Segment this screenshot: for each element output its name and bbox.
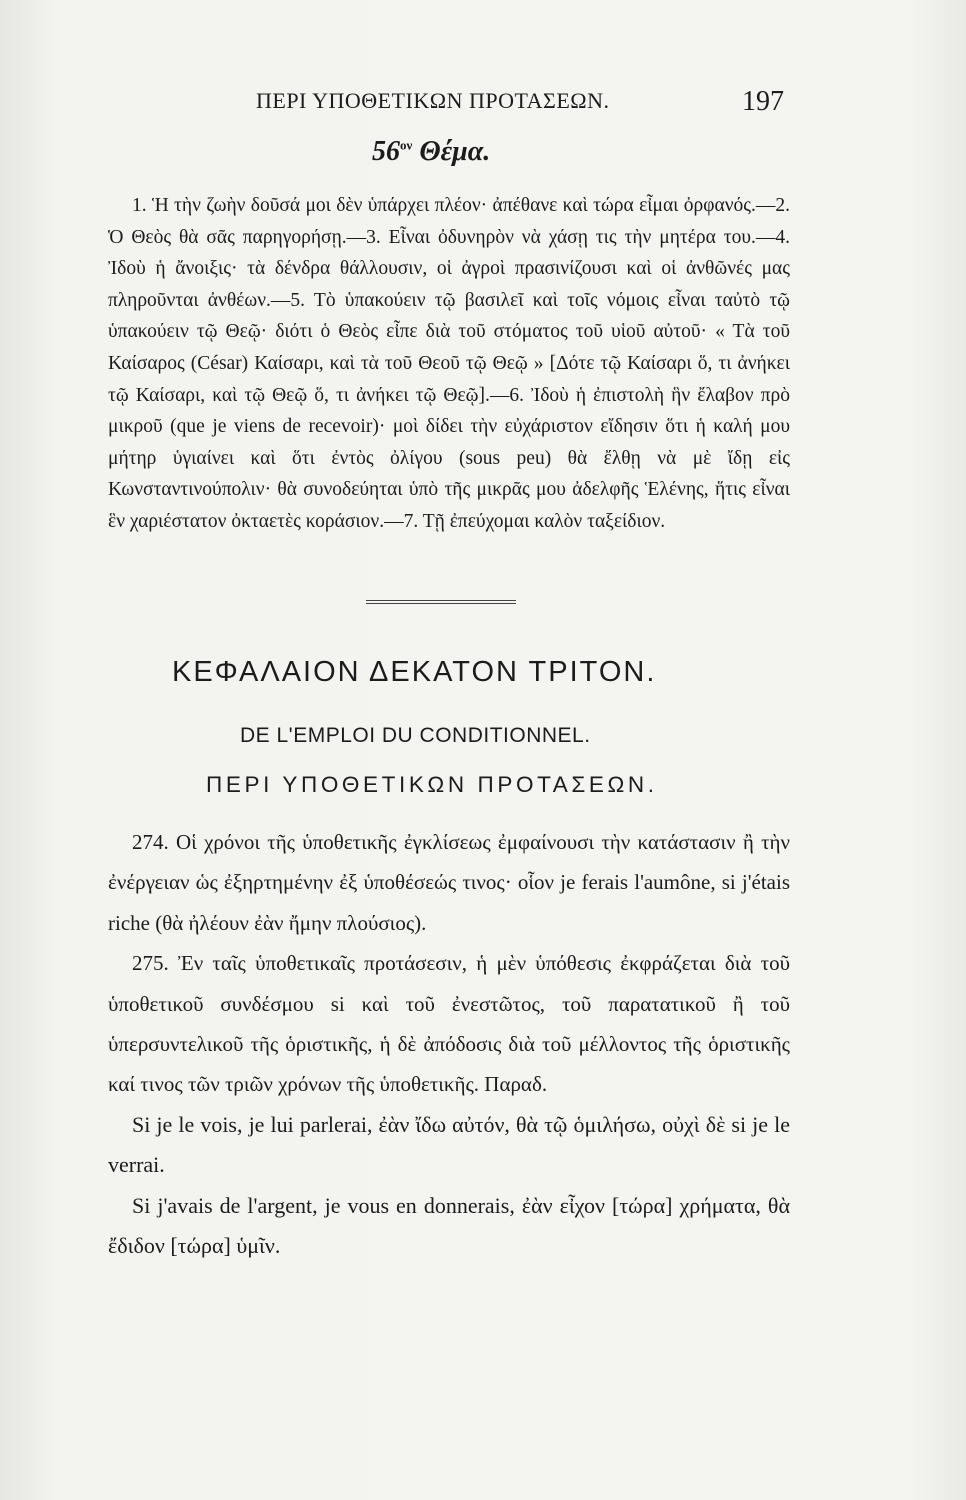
exercise-title [372, 136, 490, 168]
paragraph-275: 275. Ἐν ταῖς ὑποθετικαῖς προτάσεσιν, ἡ μὲν ὑπόθεσις ἐκφράζεται διὰ τοῦ ὑποθετικοῦ συνδέσμου si καὶ τοῦ ἐνεστῶτος, τοῦ παρατατικοῦ ἢ τοῦ ὑπερσυντελικοῦ τῆς ὁριστικῆς, ἡ δὲ ἀπόδοσις διὰ τοῦ μέλλοντος τῆς ὁριστικῆς καί τινος τῶν τριῶν χρόνων τῆς ὑποθετικῆς. Παραδ. [108, 951, 790, 1097]
section-divider [366, 600, 516, 604]
chapter-subtitle-greek: ΠΕΡΙ ΥΠΟΘΕΤΙΚΩΝ ΠΡΟΤΑΣΕΩΝ. [206, 772, 658, 797]
exercise-ordinal-suffix: ον [400, 137, 413, 153]
example-1: Si je le vois, je lui parlerai, ἐὰν ἴδω αὐτόν, θὰ τῷ ὁμιλήσω, οὐχὶ δὲ si je le verrai. [108, 1111, 790, 1178]
example-2: Si j'avais de l'argent, je vous en donnerais, ἐὰν εἶχον [τώρα] χρήματα, θὰ ἔδιδον [τώρα] ὑμῖν. [108, 1192, 790, 1259]
chapter-body [108, 822, 790, 1266]
exercise-number: 56 [372, 136, 400, 167]
exercise-text: 1. Ἡ τὴν ζωὴν δοῦσά μοι δὲν ὑπάρχει πλέον· ἀπέθανε καὶ τώρα εἶμαι ὀρφανός.—2. Ὁ Θεὸς θὰ σᾶς παρηγορήσῃ.—3. Εἶναι ὀδυνηρὸν νὰ χάσῃ τις τὴν μητέρα του.—4. Ἰδοὺ ἡ ἄνοιξις· τὰ δένδρα θάλλουσιν, οἱ ἀγροὶ πρασινίζουσι καὶ οἱ ἀνθῶνές μας πληροῦνται ἀνθέων.—5. Τὸ ὑπακούειν τῷ βασιλεῖ καὶ τοῖς νόμοις εἶναι ταὐτὸ τῷ ὑπακούειν τῷ Θεῷ· διότι ὁ Θεὸς εἶπε διὰ τοῦ στόματος τοῦ υἱοῦ αὐτοῦ· « Τὰ τοῦ Καίσαρος (César) Καίσαρι, καὶ τὰ τοῦ Θεοῦ τῷ Θεῷ » [Δότε τῷ Καίσαρι ὅ, τι ἀνήκει τῷ Καίσαρι, καὶ τῷ Θεῷ ὅ, τι ἀνήκει τῷ Θεῷ].—6. Ἰδοὺ ἡ ἐπιστολὴ ἣν ἔλαβον πρὸ μικροῦ (que je viens de recevoir)· μοὶ δίδει τὴν εὐχάριστον εἴδησιν ὅτι ἡ καλή μου μήτηρ ὑγιαίνει καὶ ὅτι ἐντὸς ὀλίγου (sous peu) θὰ ἔλθῃ νὰ μὲ ἴδῃ εἰς Κωνσταντινούπολιν· θὰ συνοδεύηται ὑπὸ τῆς μικρᾶς μου ἀδελφῆς Ἑλένης, ἥτις εἶναι ἓν χαριέστατον ὀκταετὲς κοράσιον.—7. Τῇ ἐπεύχομαι καλὸν ταξείδιον. [108, 195, 790, 532]
running-title: ΠΕΡΙ ΥΠΟΘΕΤΙΚΩΝ ΠΡΟΤΑΣΕΩΝ. [256, 88, 610, 113]
chapter-title: ΚΕΦΑΛΑΙΟΝ ΔΕΚΑΤΟΝ ΤΡΙΤΟΝ. [172, 656, 657, 688]
chapter-subtitle-french: DE L'EMPLOI DU CONDITIONNEL. [240, 724, 591, 747]
exercise-word: Θέμα. [419, 136, 491, 167]
paragraph-274: 274. Οἱ χρόνοι τῆς ὑποθετικῆς ἐγκλίσεως ἐμφαίνουσι τὴν κατάστασιν ἢ τὴν ἐνέργειαν ὡς ἐξηρτημένην ἐξ ὑποθέσεώς τινος· οἷον je ferais l'aumône, si j'étais riche (θὰ ἠλέουν ἐὰν ἤμην πλούσιος). [108, 830, 790, 935]
page-number: 197 [742, 86, 784, 117]
